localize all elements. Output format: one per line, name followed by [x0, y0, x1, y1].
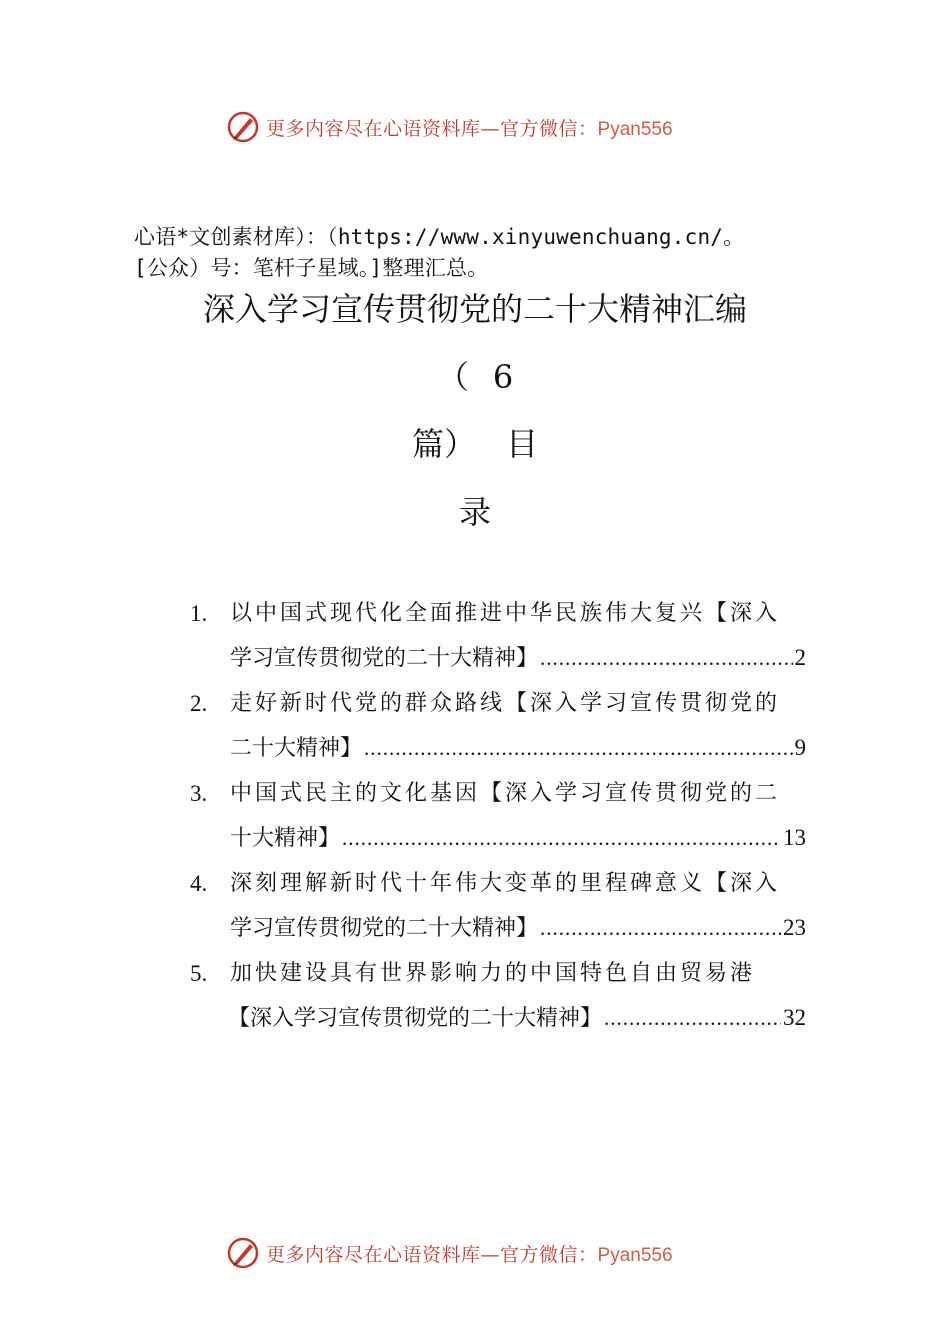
toc-title-line1: 加快建设具有世界影响力的中国特色自由贸易港	[230, 961, 756, 986]
toc-page-number: 9	[794, 735, 806, 760]
toc-leader-dots	[342, 816, 781, 860]
document-title: 深入学习宣传贯彻党的二十大精神汇编	[202, 290, 747, 328]
toc-page-number: 23	[783, 915, 806, 940]
toc-title-rest: 二十大精神】	[230, 736, 363, 761]
toc-item[interactable]	[190, 592, 806, 682]
toc-title-line2	[230, 816, 806, 862]
toc-title-line2	[230, 906, 806, 952]
title-pian-line	[0, 419, 950, 465]
toc-page-number: 32	[783, 1005, 806, 1030]
banner-label: 更多内容尽在心语资料库—官方微信：	[266, 1243, 598, 1266]
table-of-contents	[190, 592, 806, 1042]
source-line-1: 心语*文创素材库）：（https://www.xinyuwenchuang.cn/。	[134, 225, 745, 249]
toc-number: 2.	[190, 691, 208, 716]
header-banner	[226, 110, 673, 144]
source-line-2: [公众）号：笔杆子星域。]整理汇总。	[134, 256, 489, 280]
toc-leader-dots	[540, 906, 781, 950]
toc-item[interactable]	[190, 682, 806, 772]
toc-leader-dots	[540, 636, 792, 680]
toc-title-rest: 【深入学习宣传贯彻党的二十大精神】	[228, 1006, 603, 1031]
toc-page-number: 13	[783, 825, 806, 850]
banner-label: 更多内容尽在心语资料库—官方微信：	[266, 117, 598, 140]
toc-number: 5.	[190, 961, 208, 986]
title-count: 6	[492, 358, 514, 396]
wechat-id: Pyan556	[597, 1244, 673, 1266]
banner-text	[266, 1240, 673, 1267]
pen-logo-icon	[226, 1236, 260, 1270]
toc-title-line1: 中国式民主的文化基因【深入学习宣传贯彻党的二	[230, 781, 781, 806]
pen-logo-icon	[226, 110, 260, 144]
toc-title-line2	[230, 636, 806, 682]
toc-title-line2	[230, 996, 806, 1042]
toc-number: 4.	[190, 871, 208, 896]
title-count-line	[0, 352, 950, 398]
toc-number: 3.	[190, 781, 208, 806]
toc-leader-dots	[604, 996, 781, 1040]
toc-number: 1.	[190, 601, 208, 626]
wechat-id: Pyan556	[597, 118, 673, 140]
toc-title-line1: 走好新时代党的群众路线【深入学习宣传贯彻党的	[230, 691, 781, 716]
toc-title-line1: 深刻理解新时代十年伟大变革的里程碑意义【深入	[230, 871, 781, 896]
title-paren-open: （	[436, 358, 469, 396]
toc-title-rest: 十大精神】	[230, 826, 341, 851]
banner-text	[266, 114, 673, 141]
toc-item[interactable]	[190, 862, 806, 952]
toc-item[interactable]	[190, 772, 806, 862]
title-pian: 篇）	[411, 425, 476, 463]
toc-title-rest: 学习宣传贯彻党的二十大精神】	[230, 646, 539, 671]
title-lu: 录	[458, 493, 491, 531]
toc-title-line1: 以中国式现代化全面推进中华民族伟大复兴【深入	[230, 601, 781, 626]
toc-page-number: 2	[794, 645, 806, 670]
toc-title-line2	[230, 726, 806, 772]
toc-leader-dots	[364, 726, 792, 770]
toc-title-rest: 学习宣传贯彻党的二十大精神】	[230, 916, 539, 941]
footer-banner	[226, 1236, 673, 1270]
toc-item[interactable]	[190, 952, 806, 1042]
title-mu: 目	[506, 425, 539, 463]
